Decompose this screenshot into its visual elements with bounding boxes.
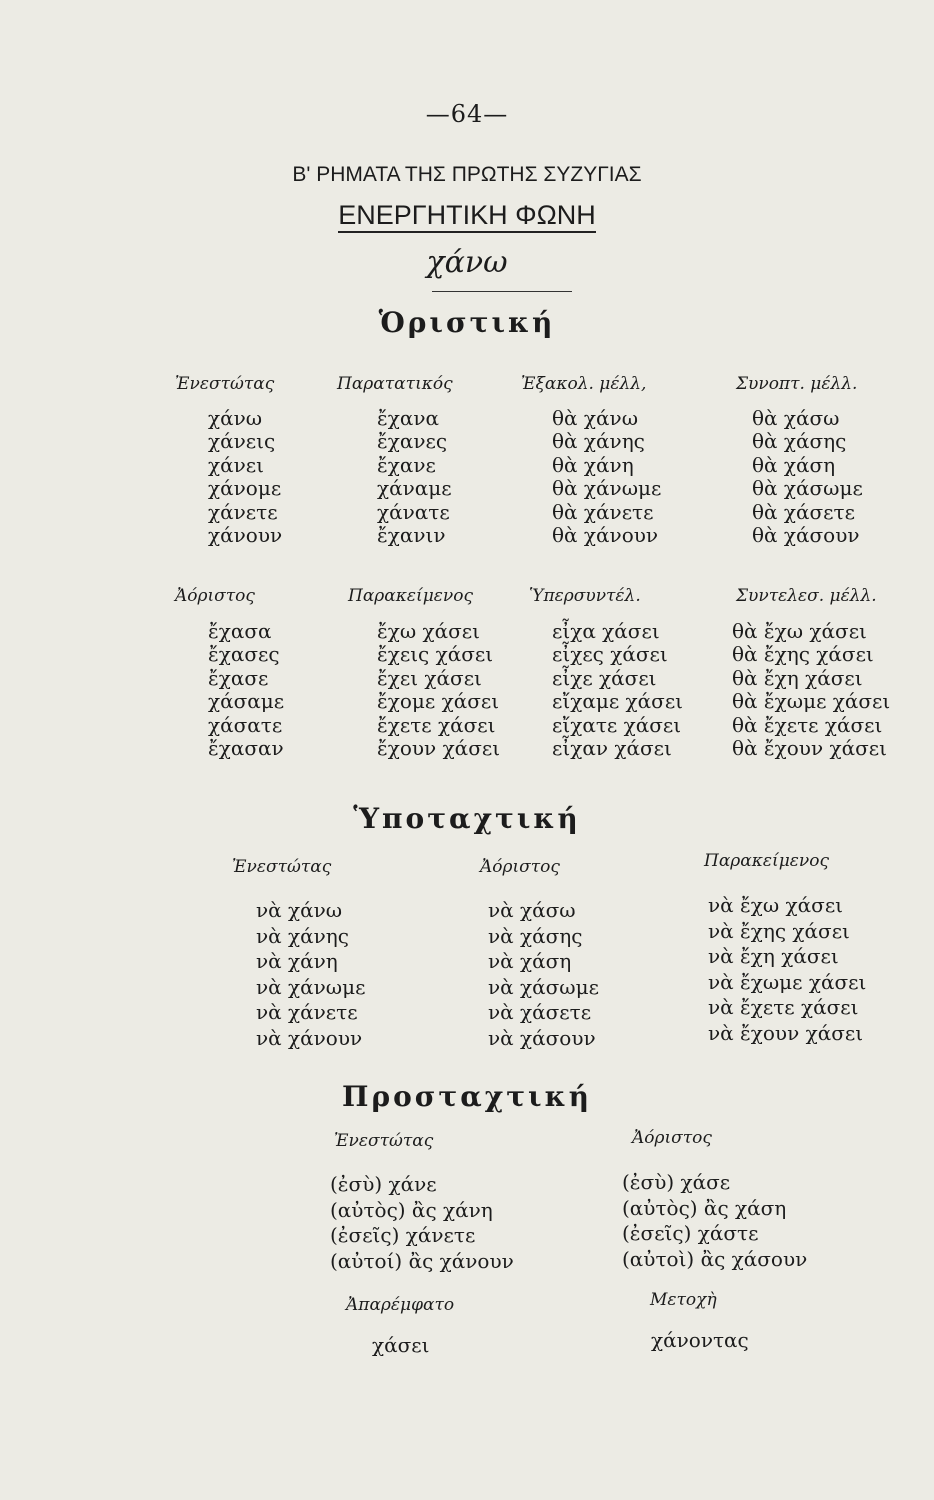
verb-form: θὰ ἔχουν χάσει [732,735,887,760]
verb-form: νὰ χάσωμε [488,974,599,999]
verb-form: θὰ χάνω [552,406,638,430]
verb-form: θὰ χάσης [752,429,847,454]
verb-form: θὰ χάνετε [552,499,654,524]
ind-enestotas-header: Ἐνεστώτας [175,374,275,394]
verb-form: νὰ χάνουν [256,1025,363,1050]
ind-synopt-header: Συνοπτ. μέλλ. [736,374,858,394]
verb-form: εἴχαμε χάσει [552,689,684,714]
verb-form: ἔχανε [377,452,436,477]
verb-form: χάνατε [377,499,450,524]
verb-form: νὰ χάνης [256,923,349,948]
verb-form: εἶχε χάσει [552,665,657,690]
verb-form: εἶχα χάσει [552,619,660,643]
verb-form: θὰ ἔχω χάσει [732,619,867,643]
subjunctive-title: Ὑποταχτική [353,802,581,835]
subj-aoristos-header: Ἀόριστος [480,857,560,877]
verb-form: ἔχανες [377,429,448,454]
verb-form: θὰ ἔχετε χάσει [732,712,883,737]
verb-form: ἔχασε [208,665,269,690]
ind-enestotas-forms [208,407,282,547]
verb-form: θὰ ἔχης χάσει [732,642,874,667]
subj-aoristos-forms [488,898,599,1051]
verb-form: νὰ χάσης [488,923,583,948]
verb-form: χάνομε [208,476,282,501]
indicative-title: Ὁριστική [378,306,556,339]
verb-form: ἔχει χάσει [377,665,482,690]
ind-paratatikos-forms [377,407,452,547]
verb-form: νὰ ἔχη χάσει [708,944,839,968]
verb-form: (ἐσεῖς) χάνετε [330,1223,476,1247]
ind-paratatikos-header: Παρατατικός [337,374,453,394]
verb-form: ἔχετε χάσει [377,712,496,737]
verb-form: νὰ ἔχετε χάσει [708,995,859,1019]
verb-form: νὰ χάνη [256,949,338,973]
verb-form: θὰ χάσετε [752,499,855,524]
ind-parakeimenos-header: Παρακείμενος [348,586,473,606]
page-number: —64— [425,100,509,128]
ind-aoristos-forms [208,620,284,760]
verb-form: χάσαμε [208,689,285,714]
participle-form: χάνοντας [651,1328,749,1352]
verb-form: ἔχουν χάσει [377,735,501,760]
verb-form: (αὐτοί) ἂς χάνουν [330,1248,514,1273]
verb-form: νὰ ἔχουν χάσει [708,1020,864,1045]
verb-form: (αὐτὸς) ἂς χάνη [330,1197,493,1222]
verb-form: νὰ ἔχης χάσει [708,918,850,943]
verb-form: εἶχαν χάσει [552,735,672,760]
verb-form: χάνει [208,452,264,477]
section-title: Β' ΡΗΜΑΤΑ ΤΗΣ ΠΡΩΤΗΣ ΣΥΖΥΓΙΑΣ [292,163,642,186]
verb-form: νὰ χάσουν [488,1025,596,1050]
verb-form: ἔχομε χάσει [377,689,500,714]
verb-form: ἔχασες [208,642,280,667]
ind-exakol-forms [552,407,661,547]
ind-hypersyntelikos-forms [552,620,683,760]
verb-form: θὰ χάσωμε [752,476,863,501]
verb-form: νὰ χάση [488,949,572,973]
divider-rule [432,291,572,292]
verb-form: θὰ χάνη [552,452,634,477]
imp-aoristos-header: Ἀόριστος [632,1128,712,1148]
ind-aoristos-header: Ἀόριστος [175,586,255,606]
verb-form: νὰ ἔχωμε χάσει [708,969,867,994]
subj-parakeimenos-header: Παρακείμενος [704,851,829,871]
verb-form: χάνουν [208,522,283,547]
verb-form: χάνω [208,406,263,430]
verb-form: ἔχεις χάσει [377,642,494,667]
verb-form: θὰ χάνωμε [552,476,662,501]
infinitive-header: Ἀπαρέμφατο [346,1295,455,1315]
subj-parakeimenos-forms [708,893,866,1046]
verb-form: θὰ χάνουν [552,522,659,547]
imp-aoristos-forms [622,1170,807,1272]
ind-syntel-header: Συντελεσ. μέλλ. [736,586,877,606]
verb-form: χάνετε [208,499,278,524]
verb-form: θὰ χάση [752,452,836,477]
verb-form: θὰ χάσω [752,406,840,430]
participle-header: Μετοχὴ [650,1290,717,1310]
voice-title [0,200,934,231]
verb-form: ἔχανα [377,406,440,430]
imp-enestotas-forms [330,1172,514,1274]
verb-form: (ἐσὺ) χάνε [330,1172,437,1196]
subj-enestotas-header: Ἐνεστώτας [232,857,332,877]
verb-form: ἔχασαν [208,735,284,760]
verb-form: (αὐτὸς) ἂς χάση [622,1195,787,1220]
verb-form: νὰ χάνωμε [256,974,366,999]
verb-form: χάναμε [377,476,452,501]
verb-form: ἔχανιν [377,522,446,547]
verb-form: νὰ χάνω [256,898,343,922]
subj-enestotas-forms [256,898,365,1051]
ind-hypersyntelikos-header: Ὑπερσυντέλ. [529,586,641,606]
verb-form: νὰ χάνετε [256,1000,358,1024]
verb-form: θὰ χάνης [552,429,645,454]
ind-parakeimenos-forms [377,620,500,760]
verb-form: θὰ ἔχωμε χάσει [732,689,891,714]
ind-synopt-forms [752,407,863,547]
imp-enestotas-header: Ἐνεστώτας [334,1131,434,1151]
verb-form: χάσατε [208,712,283,737]
verb-form: ἔχασα [208,619,272,643]
verb-form: χάνεις [208,429,276,454]
verb-form: (αὐτοὶ) ἂς χάσουν [622,1246,808,1271]
verb-form: (ἐσὺ) χάσε [622,1170,731,1194]
verb-form: εἶχες χάσει [552,642,668,667]
imperative-title: Προσταχτική [342,1080,592,1113]
verb-form: θὰ χάσουν [752,522,860,547]
verb-form: νὰ χάσω [488,898,576,922]
infinitive-form: χάσει [372,1333,430,1357]
ind-syntel-forms [732,620,890,760]
verb-form: θὰ ἔχη χάσει [732,665,863,690]
voice-title-text: ΕΝΕΡΓΗΤΙΚΗ ΦΩΝΗ [338,200,596,233]
verb-form: νὰ χάσετε [488,1000,592,1024]
verb-form: (ἐσεῖς) χάστε [622,1221,759,1245]
ind-exakol-header: Ἐξακολ. μέλλ, [521,374,647,394]
verb-form: νὰ ἔχω χάσει [708,893,844,917]
verb-form: εἴχατε χάσει [552,712,682,737]
verb-form: ἔχω χάσει [377,619,480,643]
verb-lemma: χάνω [426,245,508,280]
